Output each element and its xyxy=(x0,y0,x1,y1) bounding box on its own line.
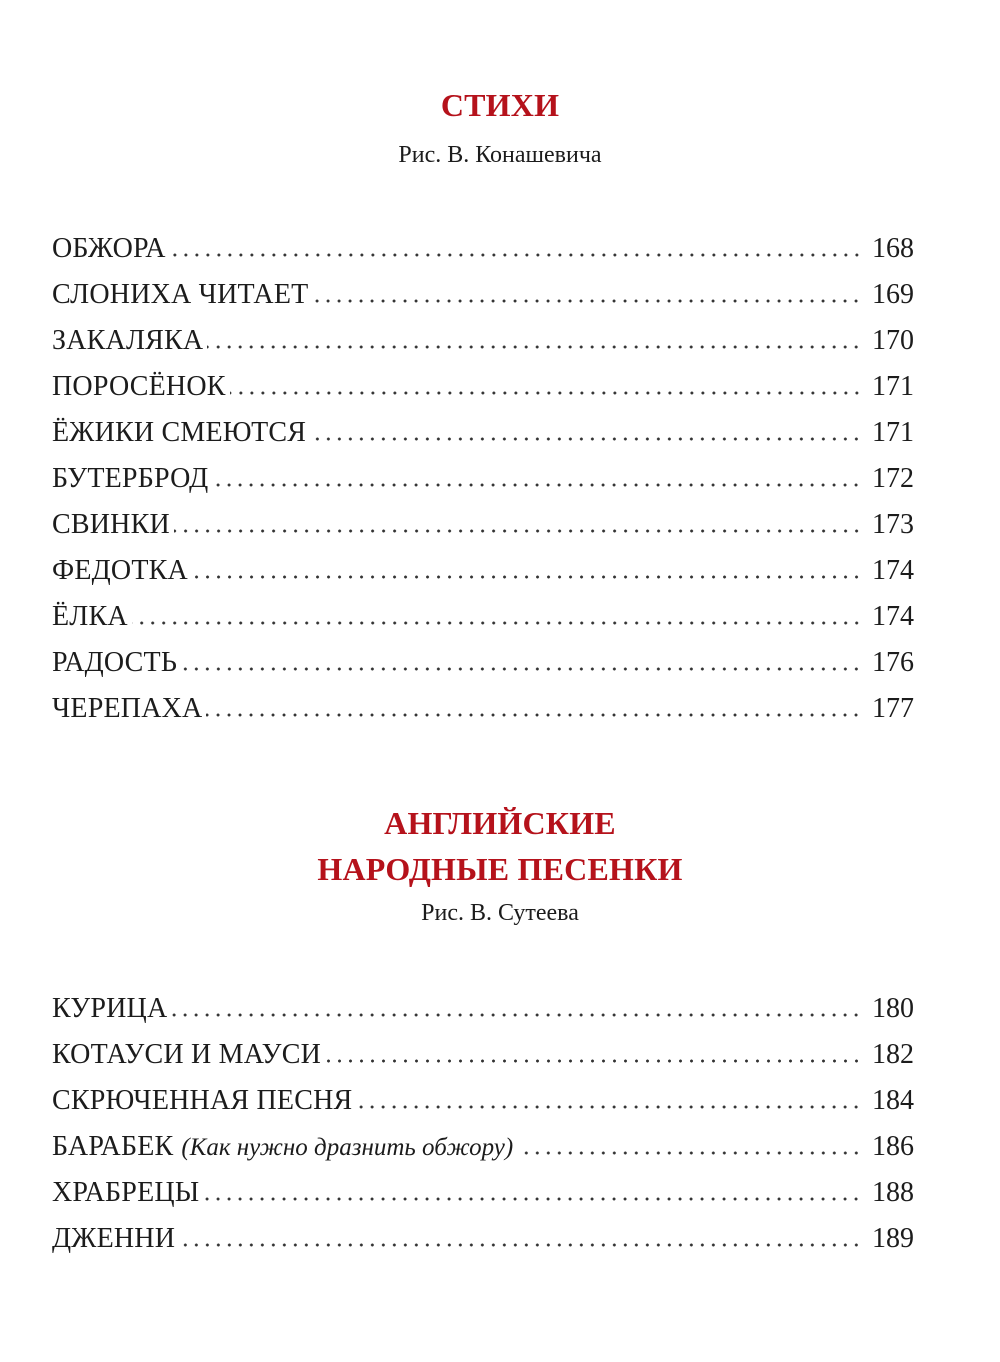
section-heading-line: НАРОДНЫЕ ПЕСЕНКИ xyxy=(317,851,683,887)
toc-entry[interactable] xyxy=(52,456,914,502)
toc-entry-title: СКРЮЧЕННАЯ ПЕСНЯ xyxy=(52,1085,353,1116)
toc-entry[interactable] xyxy=(52,1124,914,1170)
toc-entry-title: ХРАБРЕЦЫ xyxy=(52,1177,200,1208)
toc-entry[interactable] xyxy=(52,1078,914,1124)
toc-entry-title: ЧЕРЕПАХА xyxy=(52,693,203,724)
toc-entry-title: КУРИЦА xyxy=(52,993,168,1024)
illustrator-credit: Рис. В. Сутеева xyxy=(421,900,579,926)
toc-entry-page: 170 xyxy=(872,325,914,356)
dot-leader xyxy=(192,575,862,579)
toc-entry-title: ПОРОСЁНОК xyxy=(52,371,226,402)
toc-entry[interactable] xyxy=(52,318,914,364)
dot-leader xyxy=(356,1105,862,1109)
dot-leader xyxy=(179,1243,862,1247)
toc-entry-page: 180 xyxy=(872,993,914,1024)
toc-entry[interactable] xyxy=(52,686,914,732)
toc-entry-page: 186 xyxy=(872,1131,914,1162)
toc-entry[interactable] xyxy=(52,1216,914,1262)
toc-entry-title: ОБЖОРА xyxy=(52,233,166,264)
section-english-songs xyxy=(0,800,1000,1262)
toc-entry-page: 176 xyxy=(872,647,914,678)
toc-entry[interactable] xyxy=(52,364,914,410)
dot-leader xyxy=(171,1013,862,1017)
toc-entry-page: 172 xyxy=(872,463,914,494)
toc-entry-page: 168 xyxy=(872,233,914,264)
section-heading xyxy=(0,800,1000,892)
toc-entry-page: 169 xyxy=(872,279,914,310)
toc-entry-page: 184 xyxy=(872,1085,914,1116)
toc-entry-page: 171 xyxy=(872,417,914,448)
toc-entry-page: 189 xyxy=(872,1223,914,1254)
toc-entry-title: СВИНКИ xyxy=(52,509,170,540)
dot-leader xyxy=(212,483,862,487)
toc-entry[interactable] xyxy=(52,640,914,686)
toc-entry[interactable] xyxy=(52,986,914,1032)
toc-entry-title: РАДОСТЬ xyxy=(52,647,178,678)
dot-leader xyxy=(203,1197,862,1201)
toc-entry[interactable] xyxy=(52,502,914,548)
dot-leader xyxy=(132,621,862,625)
toc-entry-page: 173 xyxy=(872,509,914,540)
dot-leader xyxy=(312,299,862,303)
section-heading-line: АНГЛИЙСКИЕ xyxy=(384,805,616,841)
toc-entry-title: БАРАБЕК xyxy=(52,1131,174,1162)
toc-entry-title: ФЕДОТКА xyxy=(52,555,188,586)
toc-entry[interactable] xyxy=(52,594,914,640)
toc-entry-note: (Как нужно дразнить обжору) xyxy=(181,1134,514,1161)
toc-entry[interactable] xyxy=(52,1032,914,1078)
dot-leader xyxy=(206,713,862,717)
toc-entry-page: 177 xyxy=(872,693,914,724)
toc-entry-page: 174 xyxy=(872,601,914,632)
toc-entry-title: ДЖЕННИ xyxy=(52,1223,176,1254)
dot-leader xyxy=(310,437,862,441)
toc-entry-page: 182 xyxy=(872,1039,914,1070)
section-heading-line: СТИХИ xyxy=(440,87,560,123)
toc-entry-title: КОТАУСИ И МАУСИ xyxy=(52,1039,321,1070)
toc-entry-page: 174 xyxy=(872,555,914,586)
toc-entry-title: ЗАКАЛЯКА xyxy=(52,325,204,356)
toc-list xyxy=(0,226,1000,732)
section-heading xyxy=(0,82,1000,128)
toc-entry-page: 188 xyxy=(872,1177,914,1208)
section-poems xyxy=(0,82,1000,732)
toc-entry[interactable] xyxy=(52,410,914,456)
toc-entry-title: ЁЖИКИ СМЕЮТСЯ xyxy=(52,417,307,448)
toc-entry-title: БУТЕРБРОД xyxy=(52,463,209,494)
toc-entry[interactable] xyxy=(52,226,914,272)
dot-leader xyxy=(517,1151,862,1155)
toc-entry[interactable] xyxy=(52,1170,914,1216)
dot-leader xyxy=(230,391,862,395)
toc-entry-title: СЛОНИХА ЧИТАЕТ xyxy=(52,279,309,310)
toc-entry[interactable] xyxy=(52,272,914,318)
illustrator-credit: Рис. В. Конашевича xyxy=(398,142,602,168)
toc-list xyxy=(0,986,1000,1262)
dot-leader xyxy=(207,345,862,349)
toc-entry[interactable] xyxy=(52,548,914,594)
dot-leader xyxy=(325,1059,862,1063)
dot-leader xyxy=(170,253,862,257)
toc-entry-page: 171 xyxy=(872,371,914,402)
dot-leader xyxy=(174,529,862,533)
dot-leader xyxy=(181,667,862,671)
toc-entry-title: ЁЛКА xyxy=(52,601,128,632)
